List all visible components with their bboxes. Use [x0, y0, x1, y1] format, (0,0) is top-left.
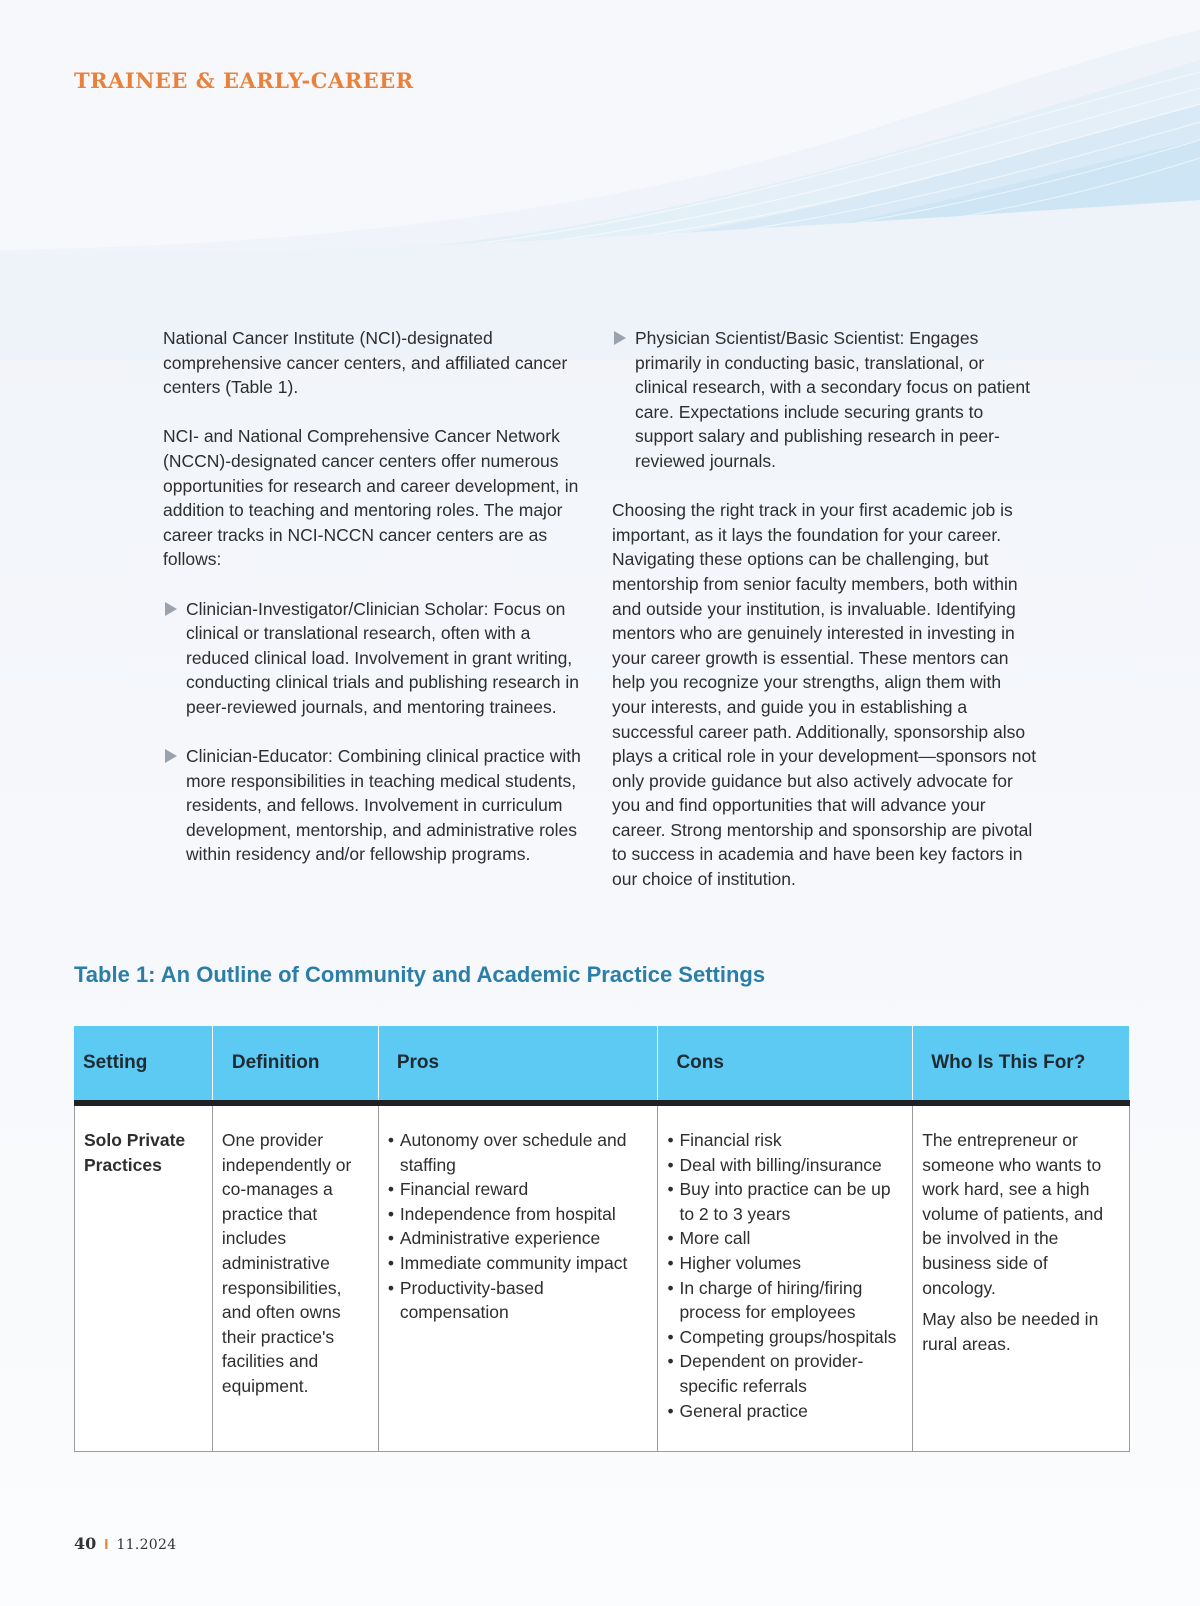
issue-date: 11.2024	[116, 1537, 177, 1553]
cons-item: • In charge of hiring/firing process for employees	[667, 1276, 903, 1325]
column-header-setting: Setting	[75, 1026, 213, 1103]
triangle-bullet-icon	[165, 749, 177, 763]
paragraph: Choosing the right track in your first academic job is important, as it lays the foundation for your career. Navigating these options can be challenging, but mentorship from senior faculty members, both within and outside your institution, is invaluable. Identifying mentors who are genuinely interested in investing in your career growth is essential. These mentors can help you recognize your strengths, align them with your interests, and guide you in establishing a successful career path. Additionally, sponsorship also plays a critical role in your development—sponsors not only provide guidance but also actively advocate for you and find opportunities that will advance your career. Strong mentorship and sponsorship are pivotal to success in academia and have been key factors in our choice of institution.	[612, 500, 1037, 890]
cons-item: • Higher volumes	[667, 1251, 903, 1276]
pros-item: • Productivity-based compensation	[388, 1276, 649, 1325]
cons-item: • General practice	[667, 1399, 903, 1424]
left-column	[163, 326, 593, 892]
right-column	[612, 326, 1037, 916]
paragraph: NCI- and National Comprehensive Cancer Network (NCCN)-designated cancer centers offer numerous opportunities for research and career development, in addition to teaching and mentoring roles. The major career tracks in NCI-NCCN cancer centers are as follows:	[163, 426, 579, 570]
definition-cell: One provider independently or co-manages a practice that includes administrative responsibilities, and often owns their practice's facilities and equipment.	[212, 1103, 378, 1452]
page-number: 40	[74, 1534, 97, 1553]
setting-name: Solo Private Practices	[84, 1130, 186, 1175]
career-track-item	[163, 744, 593, 867]
cons-item: • Dependent on provider-specific referrals	[667, 1349, 903, 1398]
career-track-text: Clinician-Educator: Combining clinical practice with more responsibilities in teaching medical students, residents, and fellows. Involvement in curriculum development, mentorship, and administrative roles within residency and/or fellowship programs.	[186, 746, 581, 865]
cons-item: • Deal with billing/insurance	[667, 1153, 903, 1178]
pros-item: • Independence from hospital	[388, 1202, 649, 1227]
column-header-definition: Definition	[212, 1026, 378, 1103]
pros-cell	[378, 1103, 658, 1452]
pros-item: • Administrative experience	[388, 1226, 649, 1251]
table-header-row	[75, 1026, 1130, 1103]
career-track-item	[612, 326, 1037, 474]
section-label: TRAINEE & EARLY-CAREER	[74, 68, 414, 93]
career-track-text: Physician Scientist/Basic Scientist: Engages primarily in conducting basic, translational, or clinical research, with a secondary focus on patient care. Expectations include securing grants to support salary and publishing research in peer-reviewed journals.	[635, 328, 1030, 471]
pros-item: • Autonomy over schedule and staffing	[388, 1128, 649, 1177]
decorative-wave-background	[0, 0, 1200, 360]
column-header-cons: Cons	[658, 1026, 913, 1103]
cons-item: • Financial risk	[667, 1128, 903, 1153]
paragraph: National Cancer Institute (NCI)-designated comprehensive cancer centers, and affiliated cancer centers (Table 1).	[163, 328, 568, 398]
career-track-item	[163, 597, 593, 720]
who-text: The entrepreneur or someone who wants to work hard, see a high volume of patients, and be involved in the business side of oncology.	[922, 1130, 1104, 1298]
pros-item: • Immediate community impact	[388, 1251, 649, 1276]
pros-item: • Financial reward	[388, 1177, 649, 1202]
triangle-bullet-icon	[165, 602, 177, 616]
setting-cell	[75, 1103, 213, 1452]
career-track-text: Clinician-Investigator/Clinician Scholar: Focus on clinical or translational research, often with a reduced clinical load. Involvement in grant writing, conducting clinical trials and publishing research in peer-reviewed journals, and mentoring trainees.	[186, 598, 579, 717]
table-row	[75, 1103, 1130, 1452]
cons-cell	[658, 1103, 913, 1452]
cons-item: • Buy into practice can be up to 2 to 3 years	[667, 1177, 903, 1226]
triangle-bullet-icon	[614, 331, 626, 345]
table-title: Table 1: An Outline of Community and Academic Practice Settings	[74, 962, 766, 987]
who-cell	[913, 1103, 1130, 1452]
column-header-pros: Pros	[378, 1026, 658, 1103]
cons-item: • More call	[667, 1226, 903, 1251]
footer-separator: I	[104, 1536, 109, 1553]
cons-item: • Competing groups/hospitals	[667, 1325, 903, 1350]
page-footer	[74, 1534, 176, 1553]
column-header-who: Who Is This For?	[913, 1026, 1130, 1103]
who-text: May also be needed in rural areas.	[922, 1309, 1099, 1354]
practice-settings-table	[74, 1026, 1130, 1452]
